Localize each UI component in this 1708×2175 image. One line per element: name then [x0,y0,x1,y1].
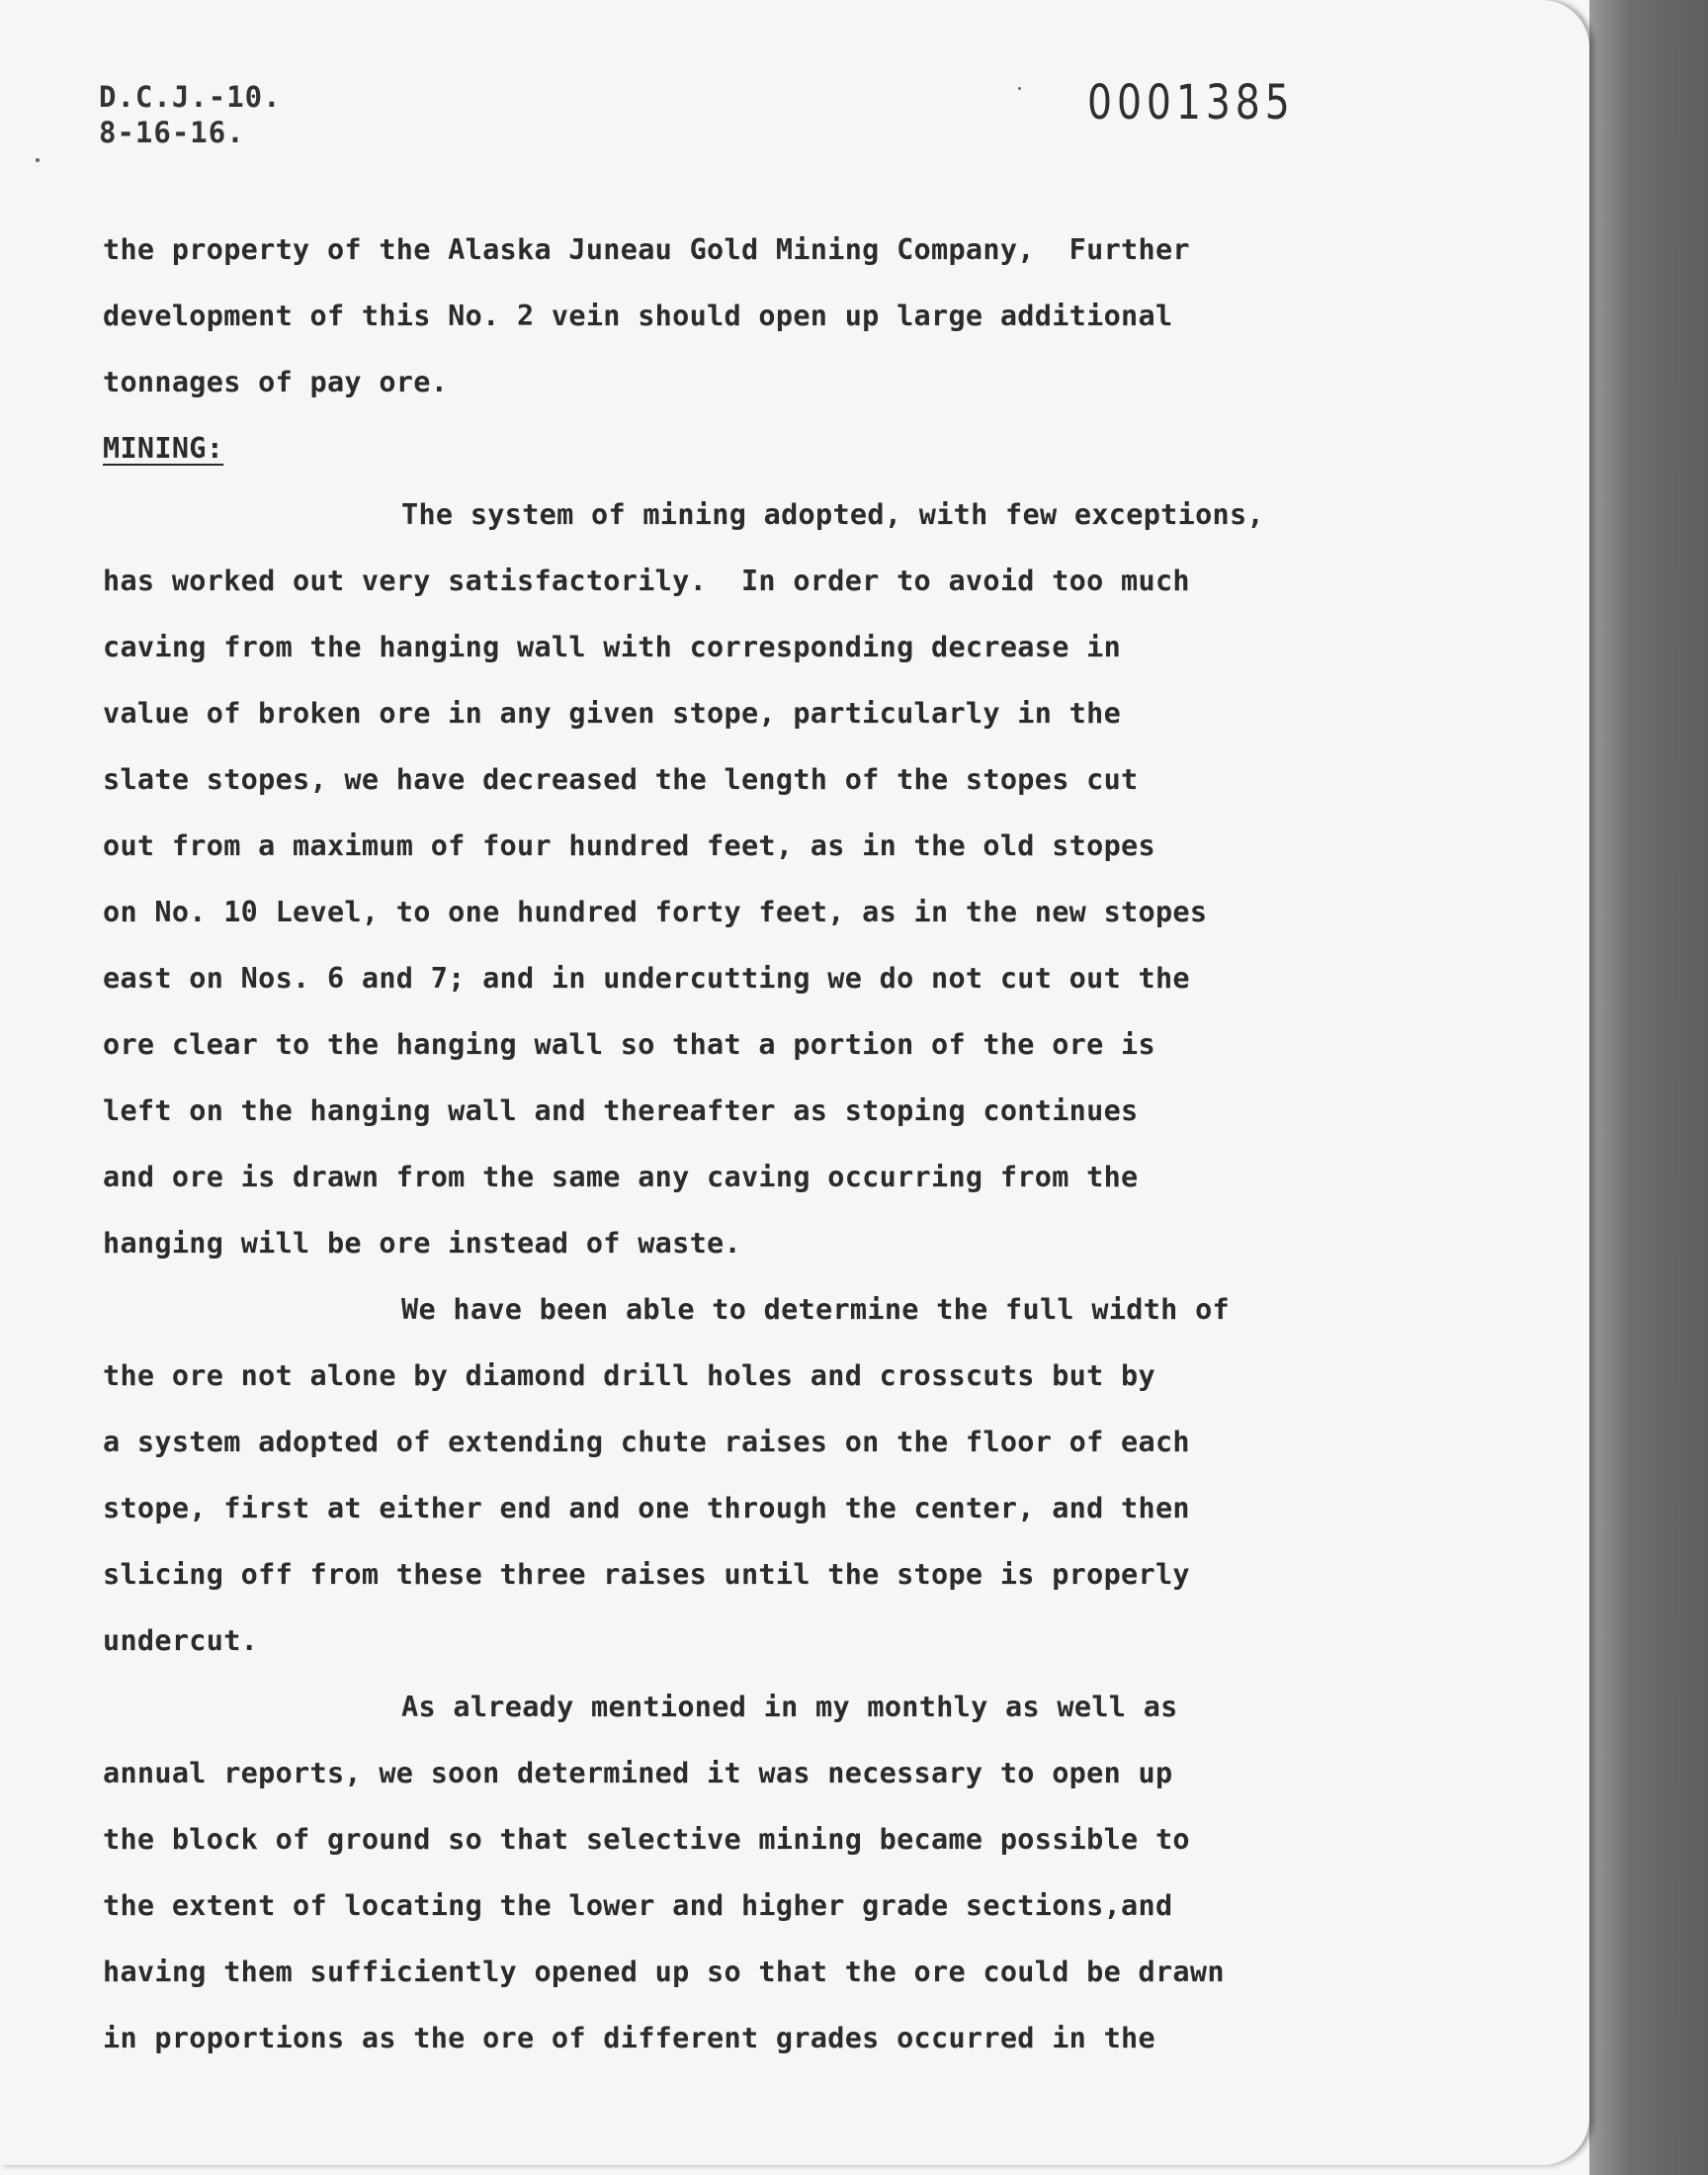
text-line: and ore is drawn from the same any caving occurring from the [103,1161,1139,1193]
scan-speck [1018,87,1021,90]
text-line: stope, first at either end and one through the center, and then [103,1492,1190,1524]
document-code-line-1: D.C.J.-10. [99,80,282,114]
text-line: value of broken ore in any given stope, particularly in the [103,697,1122,730]
document-code [99,79,282,150]
text-line: having them sufficiently opened up so that the ore could be drawn [103,1956,1225,1988]
text-line: the extent of locating the lower and higher grade sections,and [103,1889,1173,1922]
scan-speck [36,158,40,162]
text-line: tonnages of pay ore. [103,366,449,398]
text-line: in proportions as the ore of different grades occurred in the [103,2022,1155,2054]
text-line: the property of the Alaska Juneau Gold Mining Company, Further [103,233,1190,266]
text-line: a system adopted of extending chute raises on the floor of each [103,1426,1190,1458]
text-line: annual reports, we soon determined it was necessary to open up [103,1757,1173,1789]
text-line: undercut. [103,1624,259,1657]
text-line: the block of ground so that selective mining became possible to [103,1823,1190,1856]
text-line: development of this No. 2 vein should open up large additional [103,300,1173,332]
text-line: caving from the hanging wall with corresponding decrease in [103,631,1122,663]
text-line: the ore not alone by diamond drill holes and crosscuts but by [103,1359,1155,1392]
scan-edge-shadow [1589,0,1708,2175]
text-line: out from a maximum of four hundred feet, as in the old stopes [103,829,1155,862]
document-number-stamp: 0001385 [1087,75,1295,130]
text-line: left on the hanging wall and thereafter as stoping continues [103,1094,1139,1127]
text-line: slicing off from these three raises until the stope is properly [103,1558,1190,1591]
text-line: As already mentioned in my monthly as well as [401,1691,1178,1723]
text-line: The system of mining adopted, with few exceptions, [401,498,1264,531]
text-line: on No. 10 Level, to one hundred forty feet, as in the new stopes [103,896,1208,928]
section-heading-mining: MINING: [103,432,224,465]
text-line: We have been able to determine the full width of [401,1293,1231,1326]
text-line: slate stopes, we have decreased the length of the stopes cut [103,763,1139,796]
text-line: east on Nos. 6 and 7; and in undercutting we do not cut out the [103,962,1190,995]
document-date: 8-16-16. [99,116,245,149]
text-line: ore clear to the hanging wall so that a portion of the ore is [103,1028,1155,1061]
text-line: hanging will be ore instead of waste. [103,1227,741,1260]
document-body [103,233,1487,2088]
text-line: has worked out very satisfactorily. In order to avoid too much [103,565,1190,597]
